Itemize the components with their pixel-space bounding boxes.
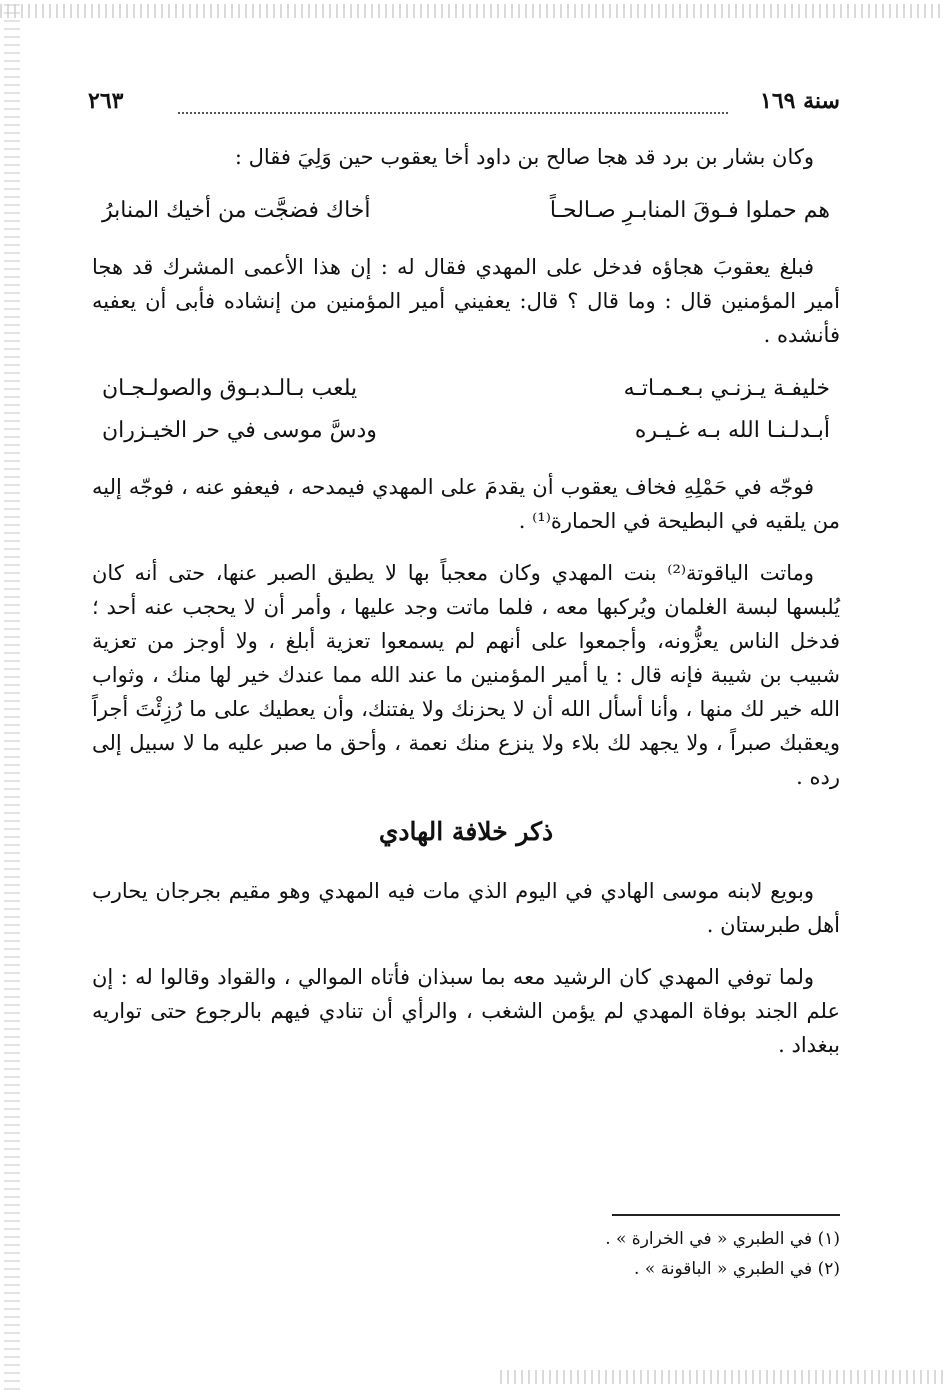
- verse-line: [92, 192, 840, 230]
- footnote: (١) في الطبري « في الخرارة » .: [605, 1229, 840, 1249]
- verse-hemistich-first: هم حملوا فـوقَ المنابـرِ صـالحـاً: [549, 198, 830, 223]
- footnote-separator: [612, 1214, 840, 1216]
- paragraph: وبويع لابنه موسى الهادي في اليوم الذي مات فيه المهدي وهو مقيم بجرجان يحارب أهل طبرستان .: [92, 879, 840, 937]
- verse-hemistich-second: ودسَّ موسى في حر الخيـزران: [102, 418, 377, 443]
- verse-line: [92, 370, 840, 408]
- header-year: سنة ١٦٩: [760, 88, 840, 114]
- header-dotted-leader: [178, 112, 728, 114]
- page-number: ٢٦٣: [88, 88, 124, 114]
- paragraph: ولما توفي المهدي كان الرشيد معه بما سبذان فأتاه الموالي ، والقواد وقالوا له : إن علم الجند بوفاة المهدي لم يؤمن الشغب ، والرأي أن تنادي فيهم بالرجوع حتى تواريه ببغداد .: [92, 965, 840, 1057]
- decorative-border-left: [4, 0, 20, 1390]
- paragraph: وماتت الياقوتة⁽²⁾ بنت المهدي وكان معجباً بها لا يطيق الصبر عنها، حتى أنه كان يُلبسها لبسة الغلمان ويُركبها معه ، فلما ماتت وجد عليها ، وأمر أن لا يحجب عنه أحد ؛ فدخل الناس يعزُّونه، وأجمعوا على أنهم لم يسمعوا تعزية أبلغ ، ولا أوجز من تعزية شبيب بن شيبة فإنه قال : يا أمير المؤمنين ما عند الله مما عندك خير لها منك ، وثواب الله خير لك منها ، وأنا أسأل الله أن لا يحزنك ولا يفتنك، وأن يعطيك على ما رُزِئْتَ أجراً ويعقبك صبراً ، ولا يجهد لك بلاء ولا ينزع منك نعمة ، وأحق ما صبر عليه ما لا سبيل إلى رده .: [92, 561, 840, 789]
- running-header: [88, 88, 840, 124]
- footnotes: [92, 1214, 840, 1284]
- footnote: (٢) في الطبري « الباقونة » .: [634, 1259, 840, 1279]
- paragraph: وكان بشار بن برد قد هجا صالح بن داود أخا يعقوب حين وَلِيَ فقال :: [234, 145, 814, 169]
- verse-hemistich-second: أخاك فضجَّت من أخيك المنابرُ: [102, 198, 371, 223]
- paragraph: فوجّه في حَمْلِهِ فخاف يعقوب أن يقدمَ على المهدي فيمدحه ، فيعفو عنه ، فوجّه إليه من يلقيه في البطيحة في الحمارة⁽¹⁾ .: [92, 475, 840, 533]
- verse-hemistich-first: أبـدلـنـا الله بـه غـيـره: [634, 418, 830, 443]
- decorative-border-bottom: [500, 1370, 945, 1384]
- verse-group: [92, 370, 840, 450]
- verse-line: [92, 412, 840, 450]
- main-text: [92, 140, 840, 1080]
- verse-group: [92, 192, 840, 230]
- decorative-border-top: [0, 4, 945, 18]
- verse-hemistich-first: خليفـة يـزنـي بـعـمـاتـه: [623, 376, 830, 401]
- paragraph: فبلغ يعقوبَ هجاؤه فدخل على المهدي فقال له : إن هذا الأعمى المشرك قد هجا أمير المؤمنين قال : وما قال ؟ قال: يعفيني أمير المؤمنين من إنشاده فأبى أن يعفيه فأنشده .: [92, 255, 841, 347]
- verse-hemistich-second: يلعب بـالـدبـوق والصولـجـان: [102, 376, 358, 401]
- section-heading: ذكر خلافة الهادي: [378, 817, 554, 846]
